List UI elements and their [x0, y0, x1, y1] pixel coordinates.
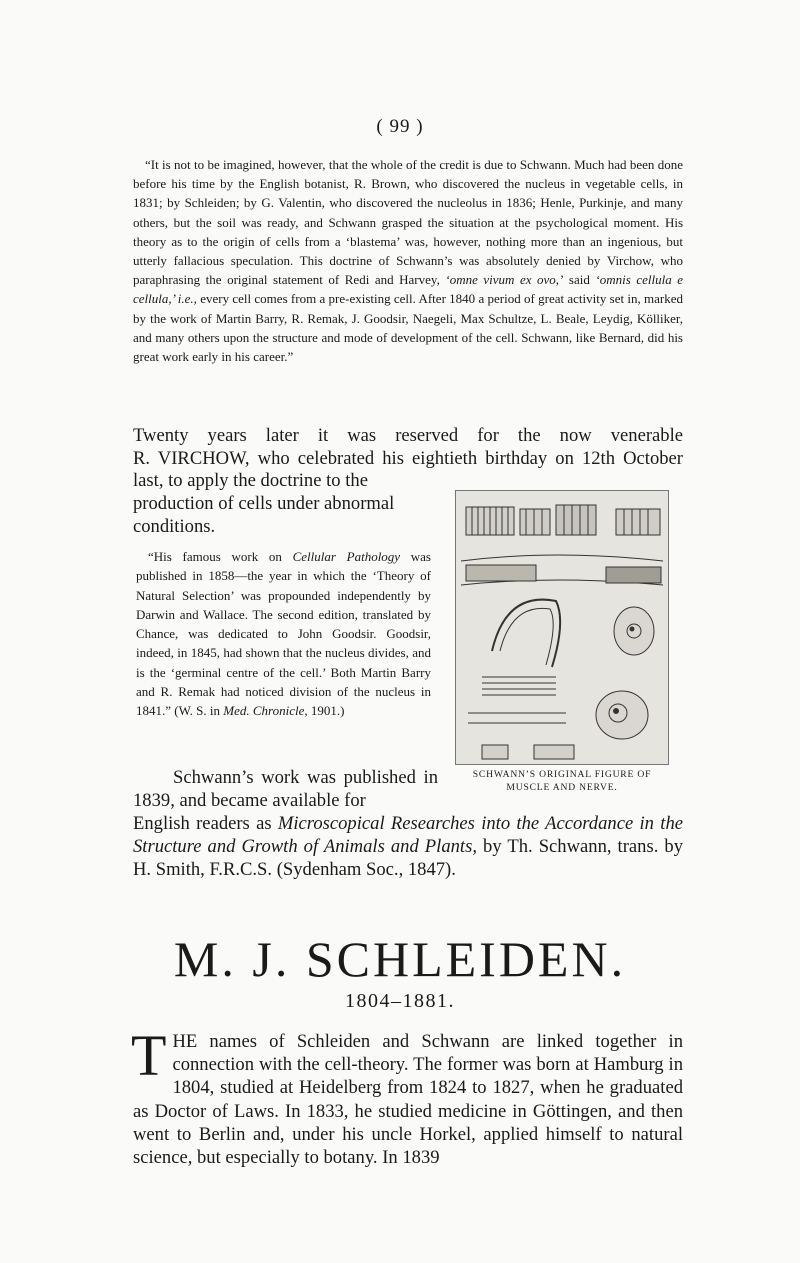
journal-title: Med. Chronicle [223, 703, 305, 719]
book-title: Cellular Pathology [292, 549, 401, 564]
quote-said: said [563, 272, 596, 288]
quote-text: was published in 1858—the year in which the ‘Theory of Natural Selection’ was propounded independently by Darwin and Wallace. The second edition, translated by Chance, was dedicated to John Goodsir. Goodsir, indeed, in 1845, had shown that the nucleus divides, and is the ‘germinal centre of the cell.’ Both Martin Barry and R. Remak had noticed division of the nucleus in 1841.” (W. S. in [136, 549, 431, 719]
quote-text: , 1901.) [304, 703, 345, 719]
paragraph-virchow-continued: last, to apply the doctrine to the production of cells under abnormal conditions. [133, 470, 395, 538]
paragraph-text: English readers as [133, 813, 278, 834]
paragraph-line: R. VIRCHOW, who celebrated his eightieth birthday on 12th October [133, 448, 683, 470]
quote-text: “His famous work on [148, 549, 293, 564]
block-quote-schwann-credit [133, 155, 683, 366]
paragraph-schwann-work: Schwann’s work was published in 1839, and became available for [133, 767, 438, 812]
paragraph-text: HE names of Schleiden and Schwann are linked together in connection with the cell-theory. The former was born at Hamburg in 1804, studied at Heidelberg from 1824 to 1827, when he graduated as Doctor of Laws. In 1833, he studied medicine in Göttingen, and then went to Berlin and, under his uncle Horkel, applied himself to natural science, but especially to botany. In 1839 [133, 1031, 683, 1169]
engraving-illustration [456, 491, 668, 764]
section-dates: 1804–1881. [345, 990, 455, 1012]
book-title: Microscopical Researches into the Accordance in the Structure and Growth of Animals and Plants, [133, 813, 683, 858]
paragraph-virchow [133, 424, 683, 470]
figure-caption [452, 768, 672, 794]
paragraph-text: by Th. Schwann, trans. by H. Smith, F.R.C.S. (Sydenham Soc., 1847). [133, 836, 683, 881]
figure-caption-line: MUSCLE AND NERVE. [506, 782, 618, 793]
drop-cap: T [131, 1023, 167, 1088]
paragraph-schwann-work-continued [133, 812, 683, 882]
quote-text-continued: every cell comes from a pre-existing cell. After 1840 a period of great activity set in, marked by the work of Martin Barry, R. Remak, J. Goodsir, Naegeli, Max Schultze, L. Beale, Leydig, Kölliker, and many others upon the structure and mode of development of the cell. Schwann, like Bernard, did his great work early in his career.” [133, 291, 683, 365]
latin-phrase: ‘omnis cellula e cellula,’ [133, 272, 684, 307]
quote-text: “It is not to be imagined, however, that the whole of the credit is due to Schwann. Much had been done before his time by the English botanist, R. Brown, who discovered the nucleus in vegetable cells, in 1831; by Schleiden; by G. Valentin, who discovered the nucleolus in 1836; Henle, Purkinje, and many others, but the soil was ready, and Schwann grasped the situation at the psychological moment. His theory as to the origin of cells from a ‘blastema’ was, however, nothing more than an ingenious, but utterly fallacious speculation. This doctrine of Schwann’s was absolutely denied by Virchow, who paraphrasing the original statement of Redi and Harvey, [133, 157, 683, 288]
paragraph-schleiden-bio [131, 1023, 683, 1169]
paragraph-line: Twenty years later it was reserved for the now venerable [133, 425, 683, 446]
block-quote-cellular-pathology [136, 547, 431, 721]
quote-ie: i.e., [174, 291, 197, 307]
latin-phrase: ‘omne vivum ex ovo,’ [445, 272, 564, 288]
figure-muscle-and-nerve [455, 490, 669, 765]
figure-caption-line: SCHWANN’S ORIGINAL FIGURE OF [472, 769, 652, 780]
page-number: ( 99 ) [376, 116, 424, 137]
section-heading: M. J. SCHLEIDEN. [173, 931, 627, 987]
